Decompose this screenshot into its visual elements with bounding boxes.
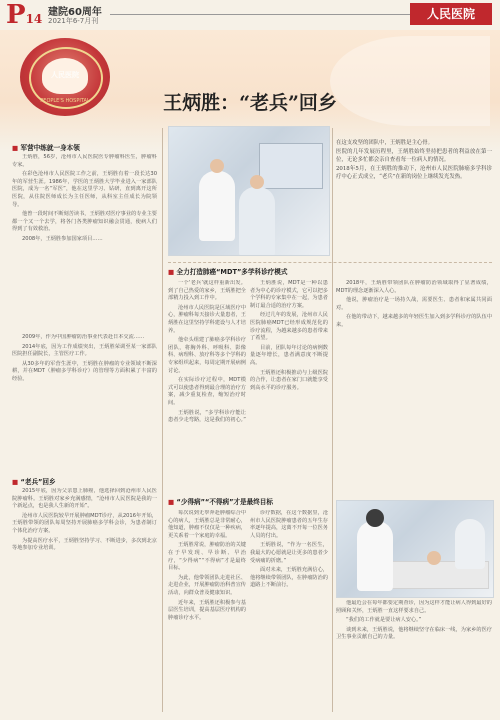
section-heading-1: ■ 军营中练就一身本领 bbox=[12, 144, 80, 152]
photo-doctor-xray bbox=[168, 126, 330, 256]
paragraph: 王炳胜说，“作为一名医生，我最大的心愿就是让更多的患者少受病痛的折磨。” bbox=[250, 542, 328, 564]
column-right-top bbox=[336, 140, 492, 250]
paragraph: 2008年，王炳胜参加国家项目…… bbox=[22, 235, 103, 242]
section-heading-2: ■ 全力打造肺癌“MDT”多学科诊疗模式 bbox=[168, 268, 288, 276]
paragraph: 2009年，作为中国肿瘤防治事业代表赴日本交流…… bbox=[22, 334, 145, 340]
paragraph: 2018年，王炳胜带领团队在肿瘤防治领域取得了显著成绩，MDT的理念逐渐深入人心。 bbox=[336, 280, 492, 294]
doctor-face bbox=[210, 159, 224, 173]
paragraph: 2014年底，因为工作成绩突出，王炳胜荣调至某一家部队医院担任副院长，主管医疗工作。 bbox=[12, 343, 157, 358]
paragraph: 为此，他带领团队走进社区、走进企业，开展肿瘤防治科普宣传活动，向群众普及健康知识。 bbox=[168, 574, 246, 596]
column-left-mid bbox=[12, 334, 157, 470]
paragraph: 他最近会在每年都要定期查诊，因为这样才能让病人得到最好的照顾和关怀，王炳胜一直这样要求自己。 bbox=[336, 600, 492, 614]
paragraph: 近年来，王炳胜还积极参与基层医生培训，提高基层医疗机构的肿瘤诊疗水平。 bbox=[168, 599, 246, 621]
logo-caption-en: PEOPLE'S HOSPITAL bbox=[40, 98, 90, 104]
paragraph: 2015年底，因为父亲患上肺癌，他选择回到沧州市人民医院肿瘤科。王炳胜对家乡充满感情，“沧州市人民医院是我的一个新起点，也是我人生新的开始”。 bbox=[12, 488, 157, 510]
colleague-figure bbox=[239, 187, 275, 256]
doctor-head bbox=[366, 509, 384, 527]
paragraph: 一个‘老兵’就这样重新出发。到了自己热爱的家乡，王炳胜把全部精力投入到工作中。 bbox=[168, 280, 246, 302]
paragraph: 在实际诊疗过程中，MDT模式可以使患者得到最合理的治疗方案，减少重复检查，缩短治疗时间。 bbox=[168, 377, 246, 406]
column-center-bottom-b bbox=[250, 510, 328, 714]
patient-face bbox=[427, 551, 441, 565]
paragraph: 在彩色沧州市人民医院工作之前，王炳胜有着一段长达30年的军营生涯。1986年，学医的王炳胜大学毕业进入一家部队医院，成为一名“军医”，他在这里学习、钻研，直到离开这所医院，从住院医师成长为主任医师，从科室主任成长为院领导。 bbox=[12, 171, 157, 208]
paragraph: 医院的几年发展历程里，王炳胜始终坚持把患者的利益放在第一位，无论多忙都会亲自查看每一位病人的情况。 bbox=[336, 149, 492, 163]
paragraph: 谈到未来，王炳胜说，他将继续坚守在临床一线，为家乡的医疗卫生事业贡献自己的力量。 bbox=[336, 626, 492, 641]
paragraph: 他牵头组建了肺癌多学科诊疗团队，将胸外科、呼吸科、影像科、病理科、放疗科等多个学科的专家组织起来，每周定期开展病例讨论。 bbox=[168, 337, 246, 374]
paragraph: 在他的带动下，越来越多的年轻医生加入到多学科诊疗的队伍中来。 bbox=[336, 314, 492, 328]
column-divider bbox=[332, 128, 333, 712]
paragraph: 王炳胜常说，肿瘤防治的关键在于早发现、早诊断、早治疗，“少得病”“不得病”才是最终目标。 bbox=[168, 542, 246, 572]
column-left-bottom bbox=[12, 488, 157, 714]
paragraph: 从30多年的军营生涯中，王炳胜在肿瘤的专业领域不断深耕，并在MDT（肿瘤多学科诊疗）的管理等方面积累了丰富的经验。 bbox=[12, 360, 157, 382]
column-center-bottom-a bbox=[168, 510, 246, 714]
paragraph: 王炳胜还积极推动与上级医院的合作，让患者在家门口就能享受到高水平的诊疗服务。 bbox=[250, 369, 328, 391]
paragraph: 沧州市人民医院是区域医疗中心，肿瘤科每天接诊大量患者，王炳胜在这里坚持学科建设与人才培养。 bbox=[168, 304, 246, 334]
paragraph: 经过几年的发展，沧州市人民医院肺癌MDT已经形成规范化的诊疗流程，为越来越多的患者带来了希望。 bbox=[250, 312, 328, 342]
paragraph: 目前，团队每年讨论的病例数量逐年增长，患者满意度不断提高。 bbox=[250, 344, 328, 366]
page-number: P14 bbox=[6, 0, 43, 30]
column-right-bottom bbox=[336, 600, 492, 712]
paragraph: “我们的工作就是要让病人安心。” bbox=[346, 617, 422, 624]
paragraph: 沧州市人民医院较早开展肿瘤MDT诊疗，从2016年开始，王炳胜带领的团队每周坚持开展肺癌多学科会诊，为患者制订个体化治疗方案。 bbox=[12, 512, 157, 534]
paragraph: 2018年5月，在王炳胜的推动下，沧州市人民医院肺癌多学科诊疗中心正式成立，“老兵”在新的岗位上继续发光发热。 bbox=[336, 166, 492, 180]
header-rule bbox=[110, 14, 410, 15]
brand-badge: 人民医院 bbox=[410, 3, 492, 25]
paragraph: 王炳胜说，“多学科诊疗能让患者少走弯路，这是我们的初心。” bbox=[168, 409, 246, 424]
paragraph: 诊疗数据，在这个数据里，沧州市人民医院肿瘤患者的五年生存率逐年提高，这离不开每一位医务人员的付出。 bbox=[250, 510, 328, 539]
issue-date: 2021年6-7月刊 bbox=[48, 17, 99, 25]
nurse-figure bbox=[455, 519, 485, 569]
xray-lightbox bbox=[259, 143, 323, 189]
column-center-a bbox=[168, 280, 246, 492]
paragraph: 王炳胜说，MDT是一种以患者为中心的诊疗模式，它可以把多个学科的专家集中在一起，为患者制订最合适的治疗方案。 bbox=[250, 280, 328, 309]
paragraph: 王炳胜，56岁，沧州市人民医院医专肿瘤科医生，肿瘤科专家。 bbox=[12, 154, 157, 168]
paragraph: 每次说到无辜奔赴肿瘤综合中心的病人，王炳胜总是非常耐心，他知道，肿瘤不仅仅是一种疾病，更关系着一个家庭的幸福。 bbox=[168, 510, 246, 539]
doctor-figure bbox=[199, 171, 235, 241]
paragraph: 面对未来，王炳胜充满信心，他将继续带领团队，在肿瘤防治的道路上不断前行。 bbox=[250, 567, 328, 589]
page-headline: 王炳胜：“老兵”回乡 bbox=[163, 92, 337, 114]
paragraph: 他曾一段时间不断刻苦读书，王炳胜对医疗事业的专业主要都一个又一个去学，将各门各类肿瘤知识融会贯通，使病人们得到了有效救治。 bbox=[12, 211, 157, 233]
column-left-top bbox=[12, 154, 157, 334]
paragraph: 他说，肿瘤治疗是一场持久战，需要医生、患者和家属共同面对。 bbox=[336, 297, 492, 311]
column-divider bbox=[162, 128, 163, 712]
page-header bbox=[0, 0, 500, 30]
section-heading-4: ■ “少得病”“不得病”才是最终目标 bbox=[168, 498, 273, 506]
paragraph: 为提高医疗水平，王炳胜坚持学习、不断进步，多次到北京等地参加专业培训。 bbox=[12, 537, 157, 552]
colleague-face bbox=[250, 175, 264, 189]
section-heading-3: ■ “老兵”回乡 bbox=[12, 478, 56, 486]
paragraph: 在这支攻坚的团队中，王炳胜是主心骨。 bbox=[336, 140, 434, 146]
section-rule bbox=[168, 262, 492, 263]
column-center-b bbox=[250, 280, 328, 492]
photo-doctor-patient bbox=[336, 500, 494, 598]
section-title: 建院60周年 bbox=[48, 7, 102, 18]
logo-caption: 人民医院 bbox=[51, 71, 79, 79]
doctor-figure bbox=[357, 521, 393, 591]
column-right-mid bbox=[336, 280, 492, 492]
